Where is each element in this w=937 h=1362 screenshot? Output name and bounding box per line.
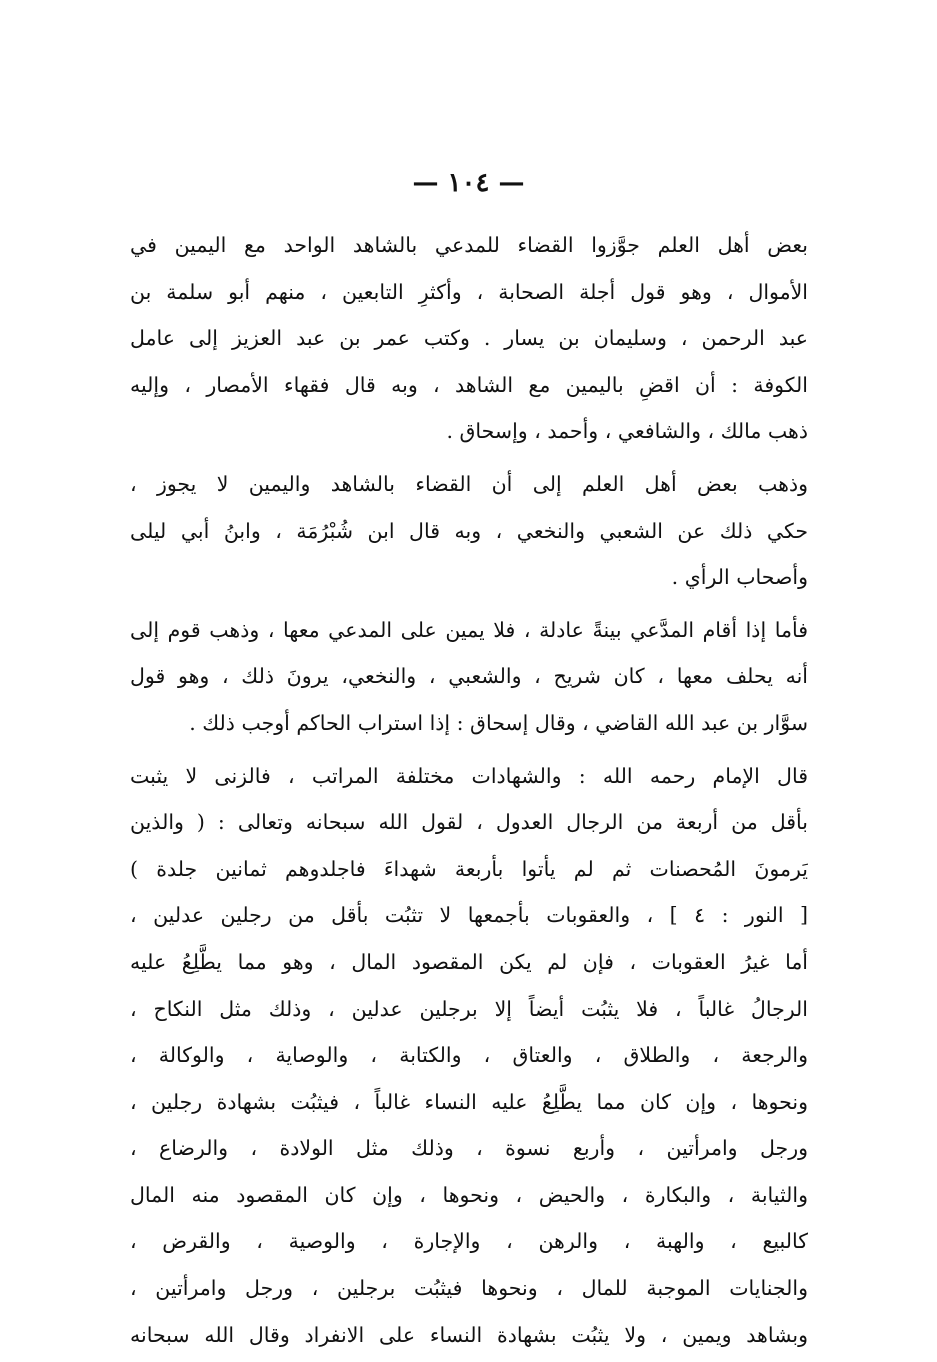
text-line: حكي ذلك عن الشعبي والنخعي ، وبه قال ابن شُبْرُمَة ، وابنُ أبي ليلى (130, 518, 808, 543)
body-text (130, 222, 808, 1358)
text-line: سوَّار بن عبد الله القاضي ، وقال إسحاق : إذا استراب الحاكم أوجب ذلك . (189, 710, 808, 735)
paragraph (130, 753, 808, 1359)
text-line: فأما إذا أقام المدَّعي بينةً عادلة ، فلا يمين على المدعي معها ، وذهب قوم إلى (130, 617, 808, 642)
paragraph (130, 222, 808, 455)
text-line: والثيابة ، والبكارة ، والحيض ، ونحوها ، وإن كان المقصود منه المال (130, 1182, 808, 1207)
text-line: أما غيرُ العقوبات ، فإن لم يكن المقصود المال ، وهو مما يطَّلِعُ عليه (130, 949, 808, 974)
text-line: الرجالُ غالباً ، فلا يثبُت أيضاً إلا برجلين عدلين ، وذلك مثل النكاح ، (130, 996, 808, 1021)
text-line: والرجعة ، والطلاق ، والعتاق ، والكتابة ، والوصاية ، والوكالة ، (130, 1043, 808, 1068)
text-line: بأقل من أربعة من الرجال العدول ، لقول الله سبحانه وتعالى : ( والذين (130, 810, 808, 835)
text-line: أنه يحلف معها ، كان شريح ، والشعبي ، والنخعي، يرونَ ذلك ، وهو قول (130, 664, 808, 689)
text-line: وأصحاب الرأي . (671, 565, 808, 590)
text-line: كالبيع ، والهبة ، والرهن ، والإجارة ، والوصية ، والقرض ، (130, 1229, 808, 1254)
text-line: وبشاهد ويمين ، ولا يثبُت بشهادة النساء على الانفراد وقال الله سبحانه (130, 1322, 808, 1347)
paragraph (130, 607, 808, 747)
paragraph (130, 461, 808, 601)
text-line: عبد الرحمن ، وسليمان بن يسار . وكتب عمر بن عبد العزيز إلى عامل (130, 326, 808, 351)
page-number: — ١٠٤ — (412, 168, 525, 198)
text-line: والجنايات الموجبة للمال ، ونحوها فيثبُت برجلين ، ورجل وامرأتين ، (130, 1276, 808, 1301)
text-line: قال الإمام رحمه الله : والشهادات مختلفة المراتب ، فالزنى لا يثبت (130, 763, 808, 788)
text-line: يَرمونَ المُحصنات ثم لم يأتوا بأربعة شهداءَ فاجلدوهم ثمانين جلدة ) (130, 856, 808, 881)
text-line: ذهب مالك ، والشافعي ، وأحمد ، وإسحاق . (446, 419, 808, 444)
text-line: [ النور : ٤ ] ، والعقوبات بأجمعها لا تثبُت بأقل من رجلين عدلين ، (130, 903, 808, 928)
text-line: ونحوها ، وإن كان مما يطَّلِعُ عليه النساء غالباً ، فيثبُت بشهادة رجلين ، (130, 1089, 808, 1114)
text-line: ورجل وامرأتين ، وأربع نسوة ، وذلك مثل الولادة ، والرضاع ، (130, 1136, 808, 1161)
text-line: وذهب بعض أهل العلم إلى أن القضاء بالشاهد واليمين لا يجوز ، (130, 471, 808, 496)
text-line: الكوفة : أن اقضِ باليمين مع الشاهد ، وبه قال فقهاء الأمصار ، وإليه (130, 372, 808, 397)
text-line: بعض أهل العلم جوَّزوا القضاء للمدعي بالشاهد الواحد مع اليمين في (130, 233, 808, 257)
text-line: الأموال ، وهو قول أجلة الصحابة ، وأكثرِ التابعين ، منهم أبو سلمة بن (130, 279, 808, 304)
